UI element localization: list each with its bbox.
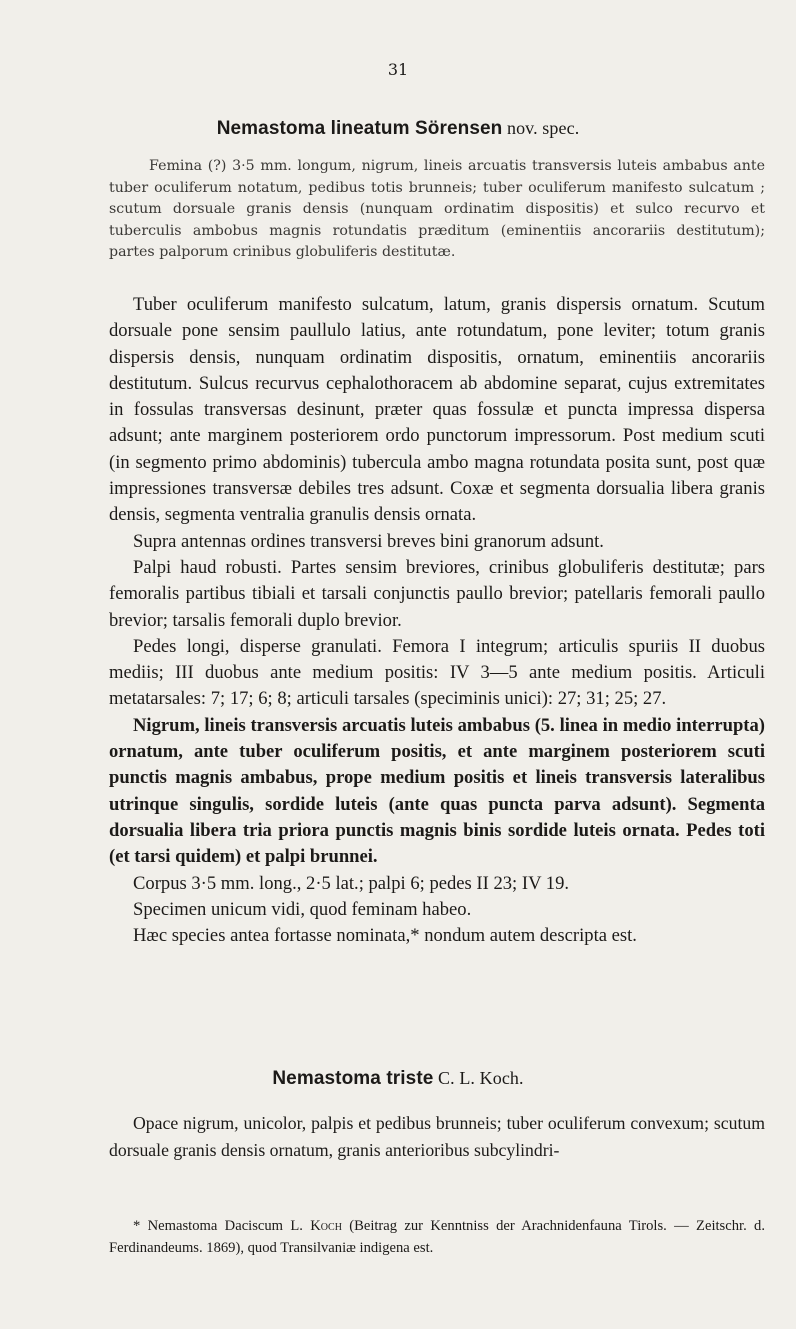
footnote-text: * Nemastoma Daciscum L. [133, 1218, 311, 1234]
description-paragraph: Pedes longi, disperse granulati. Femora I integrum; articulis spuriis II duobus mediis; III duobus ante medium positis: IV 3—5 ante medium positis. Articuli metatarsales: 7; 17; 6; 8; articuli tarsales (speciminis unici): 27; 31; 25; 27. [109, 635, 765, 710]
triste-description-block [109, 1110, 765, 1163]
species-title-lineatum [0, 118, 796, 140]
triste-paragraph: Opace nigrum, unicolor, palpis et pedibus brunneis; tuber oculiferum convexum; scutum dorsuale granis densis ornatum, granis anterioribus subcylindri- [109, 1113, 765, 1160]
description-paragraph: Corpus 3·5 mm. long., 2·5 lat.; palpi 6; pedes II 23; IV 19. [133, 872, 570, 894]
diagnosis-text: Femina (?) 3·5 mm. longum, nigrum, lineis arcuatis transversis luteis ambabus ante tuber oculiferum notatum, pedibus totis brunneis; tuber oculiferum manifesto sulcatum ; scutum dorsuale granis densis (nunquam ordinatim dispositis) et sulco recurvo et tuberculis ambobus magnis rotundatis præditum (eminentiis ancorariis destitutum); partes palporum crinibus globuliferis destitutæ. [109, 158, 765, 261]
description-block [109, 292, 765, 949]
species-name: Nemastoma lineatum Sörensen [216, 118, 503, 139]
description-paragraph: Tuber oculiferum manifesto sulcatum, latum, granis dispersis ornatum. Scutum dorsuale pone sensim paullulo latius, ante rotundatum, pone leviter; totum granis dispersis densis, nunquam ordinatim dispositis, ornatum, eminentiis ancorariis destitutum. Sulcus recurvus cephalothoracem ab abdomine separat, cujus extremitates in fossulas transversas desinunt, præter quas fossulæ et puncta impressa dispersa adsunt; ante marginem posteriorem ordo punctorum impressorum. Post medium scuti (in segmento primo abdominis) tubercula ambo magna rotundata posita sunt, post quæ impressiones transversæ debiles tres adsunt. Coxæ et segmenta dorsualia libera granis densis, segmenta ventralia granulis densis ornata. [109, 294, 765, 526]
description-paragraph: Palpi haud robusti. Partes sensim breviores, crinibus globuliferis destitutæ; pars femoralis partibus tibiali et tarsali conjunctis paullo brevior; patellaris femorali paullo brevior; tarsalis femorali duplo brevior. [109, 556, 765, 631]
footnote-text: (Beitrag zur Kenntniss der Arachnidenfauna Tirols. — Zeitschr. d. Ferdinandeums. 1869), quod Transilvaniæ indigena est. [109, 1218, 765, 1256]
species-author: C. L. Koch. [433, 1068, 524, 1088]
species-title-triste [0, 1068, 796, 1090]
species-status: nov. spec. [502, 118, 580, 138]
species-name: Nemastoma triste [272, 1068, 434, 1089]
description-paragraph: Hæc species antea fortasse nominata,* nondum autem descripta est. [133, 925, 637, 947]
description-paragraph: Supra antennas ordines transversi breves bini granorum adsunt. [133, 530, 604, 552]
footnote-author: Koch [310, 1218, 342, 1234]
footnote [109, 1215, 765, 1259]
description-paragraph: Nigrum, lineis transversis arcuatis luteis ambabus (5. linea in medio interrupta) ornatum, ante tuber oculiferum positis, et ante marginem posteriorem scuti punctis magnis ambabus, prope medium positis et lineis transversis lateralibus utrinque singulis, sordide luteis (ante quas puncta parva adsunt). Segmenta dorsualia libera tria priora punctis magnis binis sordide luteis ornata. Pedes toti (et tarsi quidem) et palpi brunnei. [109, 714, 765, 868]
diagnosis-block [109, 156, 765, 264]
description-paragraph: Specimen unicum vidi, quod feminam habeo. [133, 898, 472, 920]
page-number: 31 [387, 60, 409, 79]
